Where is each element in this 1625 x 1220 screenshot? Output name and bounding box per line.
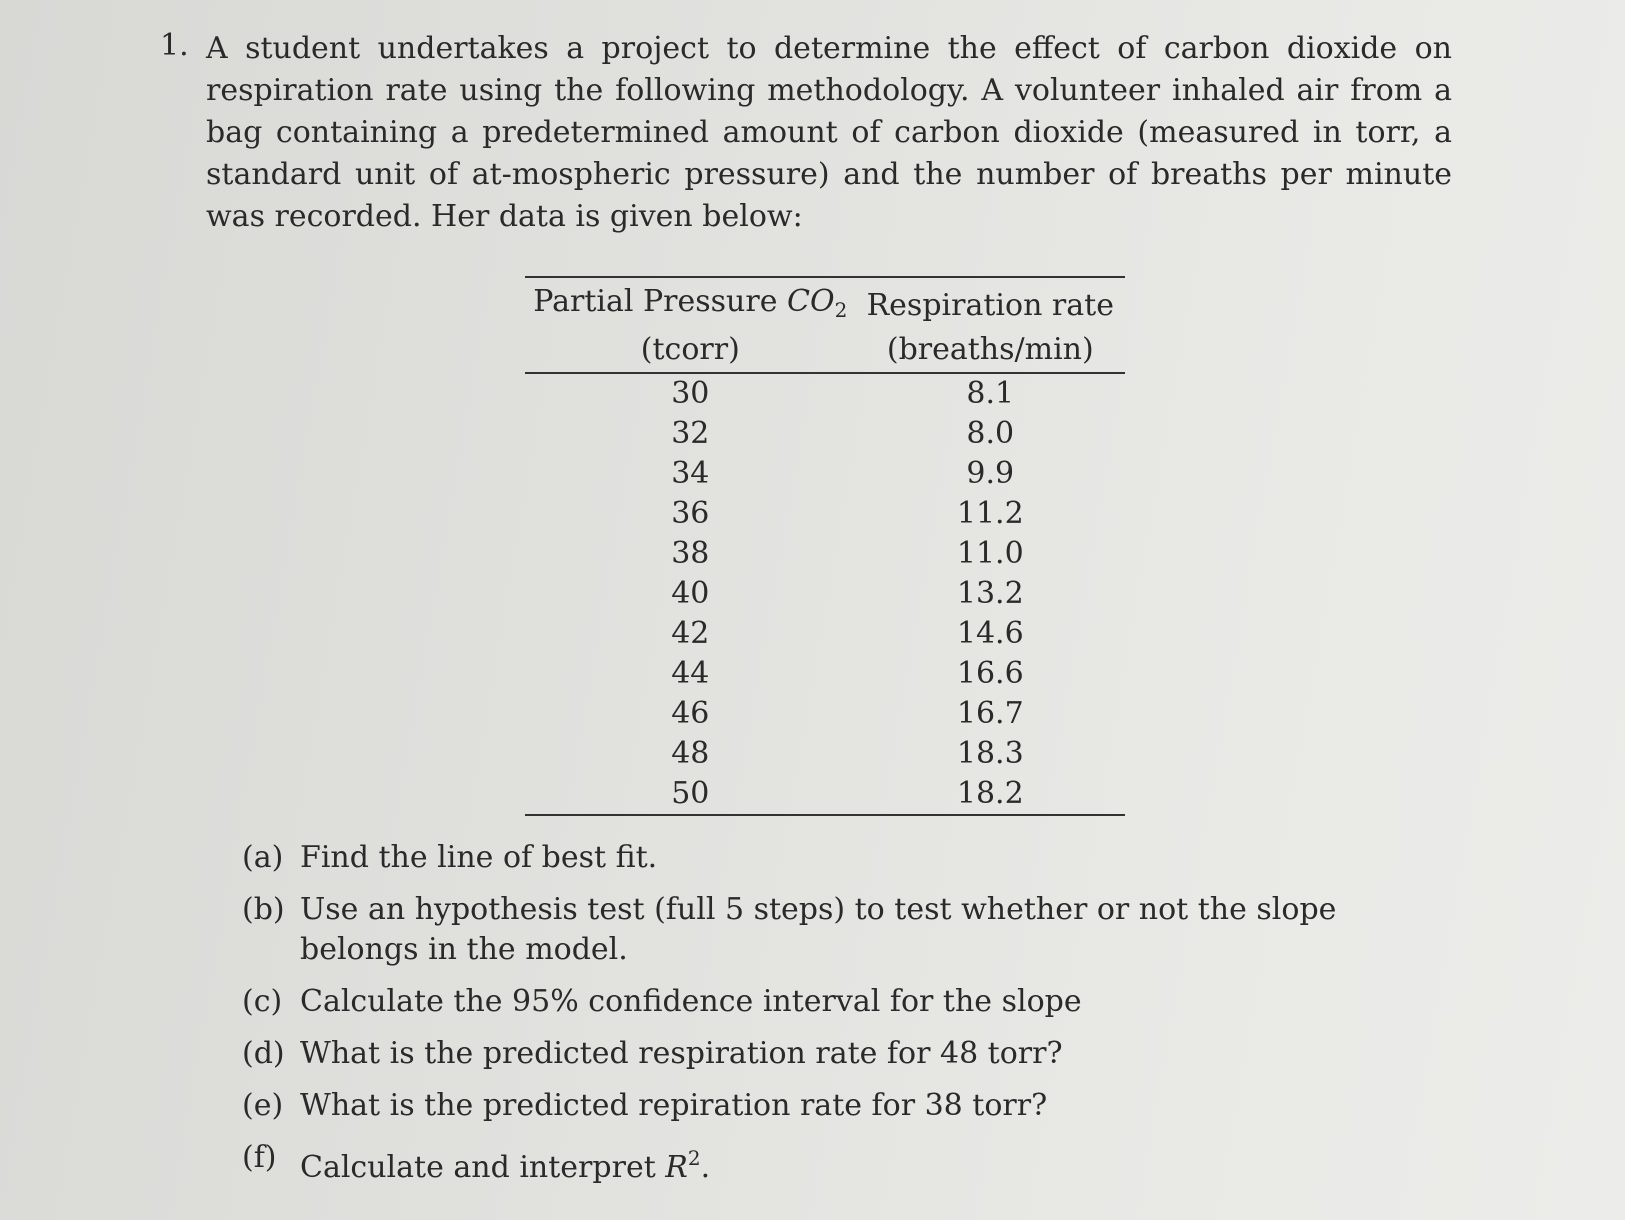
question-b (242, 890, 1432, 970)
r-squared-var: R (665, 1150, 688, 1185)
question-label: (c) (242, 984, 283, 1019)
question-a (242, 838, 1432, 878)
problem-intro: A student undertakes a project to determine the effect of carbon dioxide on respiration rate using the following methodology. A volunteer inhaled air from a bag containing a predetermined amount of carbon dioxide (measured in torr, a standard unit of at-mospheric pressure) and the number of breaths per minute was recorded. Her data is given below: (206, 31, 1452, 234)
table-row (525, 534, 1125, 574)
question-label: (d) (242, 1036, 285, 1071)
cell-pressure: 38 (671, 536, 710, 571)
cell-pressure: 30 (671, 376, 710, 411)
cell-pressure: 32 (671, 416, 710, 451)
question-label: (e) (242, 1088, 284, 1123)
question-text: What is the predicted respiration rate for 48 torr? (300, 1036, 1063, 1071)
question-c (242, 982, 1432, 1022)
table-row (525, 574, 1125, 614)
cell-pressure: 48 (671, 736, 710, 771)
cell-pressure: 36 (671, 496, 710, 531)
question-text: Use an hypothesis test (full 5 steps) to test whether or not the slope belongs in the model. (300, 892, 1337, 967)
question-list (242, 838, 1432, 1200)
table-row (525, 414, 1125, 454)
header-pressure-unit: (tcorr) (525, 330, 856, 373)
cell-pressure: 50 (525, 774, 856, 815)
table-row (525, 774, 1125, 815)
cell-rate: 8.0 (966, 416, 1015, 451)
cell-rate: 16.7 (956, 696, 1024, 731)
cell-rate: 13.2 (956, 576, 1024, 611)
table-row (525, 694, 1125, 734)
cell-rate: 11.0 (956, 536, 1024, 571)
header-rate: Respiration rate (856, 277, 1125, 330)
cell-rate: 11.2 (956, 496, 1024, 531)
cell-rate: 18.2 (856, 774, 1125, 815)
table-row (525, 454, 1125, 494)
cell-rate: 14.6 (956, 616, 1024, 651)
problem-1 (160, 24, 1460, 238)
question-text: Find the line of best fit. (300, 840, 658, 875)
table-row (525, 734, 1125, 774)
problem-number: 1. (160, 28, 189, 63)
cell-rate: 18.3 (956, 736, 1024, 771)
question-text: Calculate and interpret (300, 1150, 666, 1185)
table-row (525, 654, 1125, 694)
header-pressure: Partial Pressure $CO_2$ (525, 277, 856, 330)
question-f: (f) Calculate and interpret $R^2$. (242, 1140, 711, 1185)
header-rate-unit: (breaths/min) (856, 330, 1125, 373)
table-header-units-row (525, 330, 1125, 373)
table-row (525, 494, 1125, 534)
cell-pressure: 46 (671, 696, 710, 731)
cell-pressure: 42 (671, 616, 710, 651)
question-label: (f) (242, 1140, 277, 1175)
table-header-row (525, 277, 1125, 330)
question-text: Calculate the 95% confidence interval for the slope (300, 984, 1082, 1019)
cell-rate: 16.6 (956, 656, 1024, 691)
r-squared-exp: 2 (687, 1146, 701, 1170)
question-e (242, 1086, 1432, 1126)
cell-pressure: 34 (671, 456, 710, 491)
question-d (242, 1034, 1432, 1074)
question-text: What is the predicted repiration rate for 38 torr? (300, 1088, 1048, 1123)
table-row (525, 614, 1125, 654)
cell-rate: 8.1 (966, 376, 1015, 411)
question-label: (b) (242, 892, 285, 927)
cell-rate: 9.9 (966, 456, 1015, 491)
cell-pressure: 40 (671, 576, 710, 611)
table-row (525, 373, 1125, 414)
question-label: (a) (242, 840, 284, 875)
cell-pressure: 44 (671, 656, 710, 691)
data-table (525, 276, 1125, 816)
